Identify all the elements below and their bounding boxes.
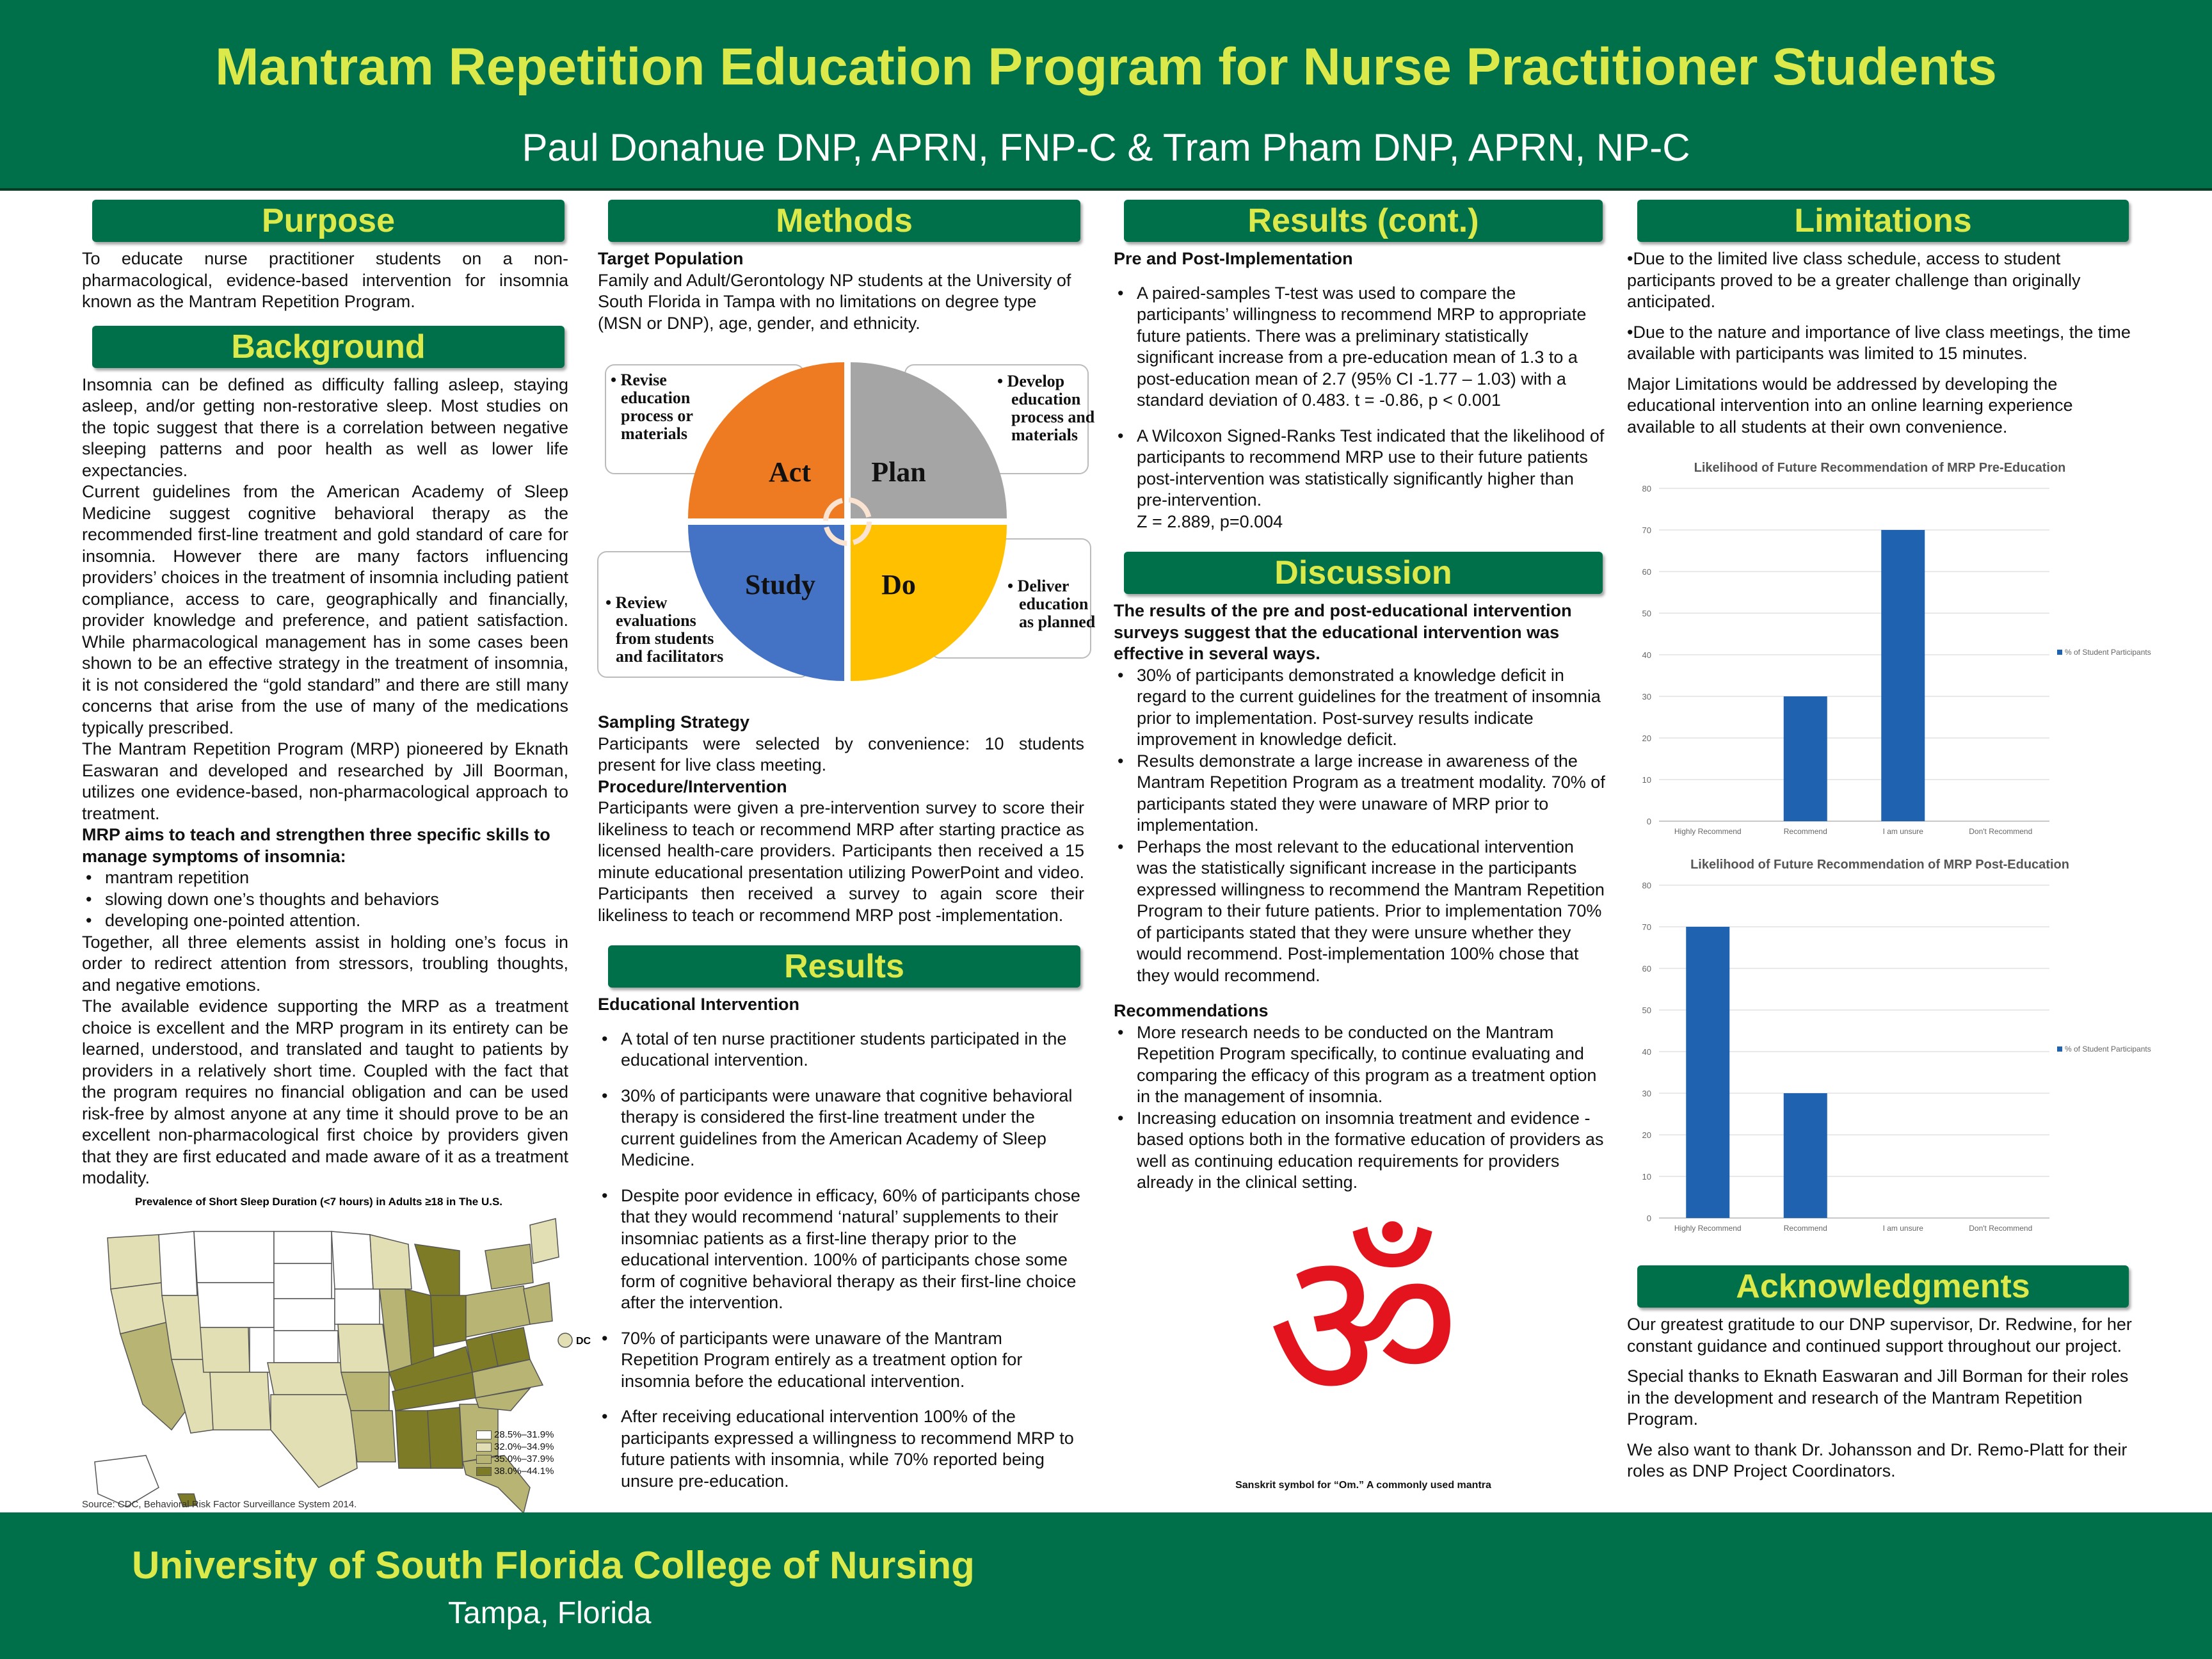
y-tick-label: 80: [1642, 881, 1651, 890]
legend-item: [476, 1429, 554, 1441]
map-region: [268, 1363, 351, 1395]
dc-label: DC: [576, 1335, 591, 1347]
acknowledgments-p1: Our greatest gratitude to our DNP supervisor, Dr. Redwine, for her constant guidance and continued support throughout our project.: [1627, 1315, 2132, 1356]
x-tick-label: Highly Recommend: [1674, 827, 1742, 836]
procedure-title: Procedure/Intervention: [598, 776, 787, 796]
do-label: Do: [881, 569, 916, 600]
act-box-line: education: [621, 389, 691, 407]
recommendations-title: Recommendations: [1114, 1001, 1269, 1020]
x-tick-label: Recommend: [1783, 1224, 1827, 1233]
act-box-line: • Revise: [611, 371, 667, 389]
map-region: [274, 1299, 335, 1331]
skill-item: • mantram repetition: [82, 867, 568, 889]
recommendation-item: • More research needs to be conducted on the Mantram Repetition Program specifically, to continue evaluating and comparing the efficacy of this program as a treatment option in the management of insomnia.: [1114, 1022, 1607, 1108]
legend-swatch: [476, 1455, 492, 1464]
procedure-text: Participants were given a pre-intervention survey to score their likeliness to teach or recommend MRP after starting practice as licensed health-care providers. Participants then received a 15 minute educational presentation utilizing PowerPoint and video. Participants then received a survey to again score their likeliness to teach or recommend MRP post -implementation.: [598, 798, 1084, 925]
map-region: [200, 1327, 250, 1372]
legend-swatch: [2057, 1046, 2062, 1052]
results-subheading: Educational Intervention: [598, 995, 800, 1014]
skill-item: • developing one-pointed attention.: [82, 910, 568, 932]
pre-education-bar-chart: [1627, 476, 2151, 840]
map-region: [428, 1407, 463, 1468]
legend-swatch: [476, 1431, 492, 1439]
x-tick-label: I am unsure: [1882, 1224, 1923, 1233]
plan-box-line: materials: [1011, 426, 1078, 444]
plan-box-line: • Develop: [997, 372, 1065, 390]
map-region: [492, 1327, 530, 1366]
map-region: [530, 1219, 559, 1263]
results-cont-item-text: A Wilcoxon Signed-Ranks Test indicated that the likelihood of participants to recommend MRP use to their future patients post-intervention was statistically significantly higher than pre-intervention.: [1137, 426, 1605, 509]
legend-item: [476, 1465, 554, 1477]
methods-heading: Methods: [608, 200, 1080, 242]
map-region: [271, 1395, 357, 1487]
target-population-title: Target Population: [598, 249, 744, 268]
legend-label: 35.0%–37.9%: [494, 1453, 554, 1464]
results-item: • 30% of participants were unaware that cognitive behavioral therapy is considered the first-line treatment under the current guidelines from the American Academy of Sleep Medicine.: [598, 1086, 1084, 1171]
column-3: [1114, 200, 1607, 1505]
map-region: [415, 1244, 460, 1295]
legend-label: 28.5%–31.9%: [494, 1429, 554, 1440]
sampling-text: Participants were selected by convenience: 10 students present for live class meeting.: [598, 733, 1084, 774]
y-tick-label: 0: [1646, 1214, 1651, 1223]
results-item: • A total of ten nurse practitioner students participated in the educational intervention.: [598, 1029, 1084, 1071]
pdca-cycle-diagram: [598, 353, 1097, 699]
results-item: • After receiving educational intervention 100% of the participants expressed a willingness to recommend MRP to future patients with insomnia, while 70% reported being unsure pre-education.: [598, 1406, 1084, 1492]
study-label: Study: [744, 569, 816, 600]
map-region: [332, 1231, 373, 1289]
target-population-text: Family and Adult/Gerontology NP students at the University of South Florida in Tampa with no limitations on degree type (MSN or DNP), age, gender, and ethnicity.: [598, 270, 1071, 333]
legend-item: [476, 1453, 554, 1465]
y-tick-label: 80: [1642, 484, 1651, 493]
results-cont-subheading: Pre and Post-Implementation: [1114, 249, 1353, 268]
footer-city: Tampa, Florida: [448, 1596, 652, 1630]
legend-swatch: [476, 1467, 492, 1476]
chart-title: Likelihood of Future Recommendation of MRP Pre-Education: [1694, 461, 2066, 475]
x-tick-label: Recommend: [1783, 827, 1827, 836]
column-4: [1627, 200, 2151, 1505]
map-region: [274, 1231, 332, 1263]
y-tick-label: 70: [1642, 525, 1651, 535]
legend-swatch: [476, 1443, 492, 1452]
x-tick-label: Don't Recommend: [1969, 827, 2033, 836]
chart-pre-education: [1627, 461, 2151, 845]
bar: [1881, 530, 1925, 821]
bar: [1784, 696, 1827, 821]
plan-box-line: process and: [1011, 408, 1095, 426]
legend-label: 38.0%–44.1%: [494, 1465, 554, 1477]
results-list: [598, 1029, 1084, 1493]
y-tick-label: 10: [1642, 775, 1651, 785]
background-p5: The available evidence supporting the MRP as a treatment choice is excellent and the MRP program in its entirety can be learned, understood, and translated and taught to patients by providers in a relatively short time. Coupled with the fact that the program requires no financial obligation and can be used risk-free by almost anyone at any time it should prove to be an excellent non-pharmacological first choice by providers given that they are first educated and made aware of it as a treatment modality.: [82, 997, 568, 1187]
do-box-line: • Deliver: [1007, 577, 1070, 595]
map-region: [351, 1411, 396, 1462]
legend-label: % of Student Participants: [2065, 1045, 2151, 1054]
y-tick-label: 40: [1642, 650, 1651, 660]
y-tick-label: 40: [1642, 1047, 1651, 1057]
map-region: [210, 1372, 271, 1430]
poster-header: [0, 0, 2212, 191]
results-cont-heading: Results (cont.): [1124, 200, 1603, 242]
cycle-arrows-icon: [826, 500, 869, 543]
acknowledgments-p2: Special thanks to Eknath Easwaran and Jill Borman for their roles in the development and research of the Mantram Repetition Program.: [1627, 1366, 2129, 1429]
us-sleep-map: [82, 1195, 591, 1516]
map-region: [370, 1235, 412, 1289]
map-region: [194, 1231, 274, 1283]
background-heading: Background: [92, 326, 565, 368]
plan-label: Plan: [871, 456, 926, 488]
bar: [1784, 1093, 1827, 1218]
results-cont-list: [1114, 283, 1607, 533]
map-source: Source: CDC, Behavioral Risk Factor Surveillance System 2014.: [82, 1498, 357, 1510]
limitations-p2: •Due to the nature and importance of live class meetings, the time available with participants was limited to 15 minutes.: [1627, 322, 2131, 363]
do-box-line: as planned: [1019, 613, 1096, 631]
act-box-line: materials: [621, 424, 687, 443]
recommendation-item: • Increasing education on insomnia treatment and evidence -based options both in the formative education of providers as well as continuing education requirements for providers already in the clinical setting.: [1114, 1108, 1607, 1194]
legend-item: [476, 1441, 554, 1453]
footer-university: University of South Florida College of Nursing: [132, 1544, 975, 1587]
discussion-lead: The results of the pre and post-educational intervention surveys suggest that the educational intervention was effective in several ways.: [1114, 601, 1572, 663]
sampling-title: Sampling Strategy: [598, 712, 750, 732]
map-region: [197, 1283, 274, 1327]
om-caption: Sanskrit symbol for “Om.” A commonly used mantra: [1235, 1480, 1491, 1491]
map-legend: [476, 1429, 554, 1477]
discussion-item: • 30% of participants demonstrated a knowledge deficit in regard to the current guidelines for the treatment of insomnia prior to implementation. Post-survey results indicate improvement in knowledge deficit.: [1114, 665, 1607, 751]
discussion-item: • Results demonstrate a large increase in awareness of the Mantram Repetition Program as a treatment modality. 70% of participants stated they were unaware of MRP prior to implementation.: [1114, 751, 1607, 837]
map-region: [485, 1244, 533, 1289]
acknowledgments-heading: Acknowledgments: [1637, 1265, 2129, 1308]
chart-post-education: [1627, 858, 2151, 1242]
act-box-line: process or: [621, 406, 693, 425]
results-cont-item: [1114, 426, 1607, 533]
map-region: [274, 1331, 338, 1363]
x-tick-label: Highly Recommend: [1674, 1224, 1742, 1233]
results-item: • Despite poor evidence in efficacy, 60% of participants chose that they would recommend ‘natural’ supplements to their insomniac patients as a first-line therapy prior to the educational intervention. 100% of participants chose some form of cognitive behavioral therapy as their first-line choice after the intervention.: [598, 1185, 1084, 1314]
bar: [1686, 927, 1729, 1218]
chart-title: Likelihood of Future Recommendation of MRP Post-Education: [1690, 858, 2069, 872]
legend-label: 32.0%–34.9%: [494, 1441, 554, 1452]
acknowledgments-p3: We also want to thank Dr. Johansson and Dr. Remo-Platt for their roles as DNP Project Coordinators.: [1627, 1439, 2128, 1480]
om-figure: [1114, 1203, 1607, 1499]
purpose-heading: Purpose: [92, 200, 565, 242]
map-region: [274, 1263, 332, 1299]
map-region: [108, 1235, 162, 1289]
x-tick-label: Don't Recommend: [1969, 1224, 2033, 1233]
y-tick-label: 30: [1642, 1089, 1651, 1098]
background-p3: The Mantram Repetition Program (MRP) pioneered by Eknath Easwaran and developed and researched by Jill Boorman, utilizes one evidence-based, non-pharmacological approach to treatment.: [82, 739, 568, 823]
y-tick-label: 10: [1642, 1172, 1651, 1182]
plan-box-line: education: [1011, 390, 1081, 408]
poster-title: Mantram Repetition Education Program for Nurse Practitioner Students: [215, 38, 1997, 96]
skills-list: [82, 867, 568, 932]
column-2: [598, 200, 1096, 1505]
column-1: [82, 200, 591, 1510]
discussion-heading: Discussion: [1124, 552, 1603, 594]
limitations-p1: •Due to the limited live class schedule, access to student participants proved to be a greater challenge than originally anticipated.: [1627, 249, 2081, 311]
y-tick-label: 50: [1642, 1006, 1651, 1015]
map-region: [335, 1289, 380, 1324]
study-box-line: evaluations: [616, 611, 696, 630]
study-box-line: and facilitators: [616, 647, 724, 666]
recommendations-list: [1114, 1022, 1607, 1194]
background-skills-intro: MRP aims to teach and strengthen three specific skills to manage symptoms of insomnia:: [82, 825, 550, 866]
y-tick-label: 20: [1642, 1130, 1651, 1140]
background-p1: Insomnia can be defined as difficulty falling asleep, staying asleep, and/or getting non-restorative sleep. Most studies on the topic suggest that there is a correlation between negative sleeping patterns and poor health as well as lower life expectancies.: [82, 374, 568, 480]
y-tick-label: 70: [1642, 922, 1651, 932]
y-tick-label: 50: [1642, 609, 1651, 618]
dc-marker: [558, 1333, 572, 1347]
map-region: [159, 1231, 197, 1295]
x-tick-label: I am unsure: [1882, 827, 1923, 836]
skill-item: • slowing down one’s thoughts and behaviors: [82, 889, 568, 911]
map-region: [431, 1295, 466, 1347]
study-box-line: from students: [616, 629, 714, 648]
map-region: [338, 1324, 389, 1372]
discussion-list: [1114, 665, 1607, 987]
y-tick-label: 60: [1642, 567, 1651, 577]
limitations-p3: Major Limitations would be addressed by developing the educational intervention into an online learning experience available to all students at their own convenience.: [1627, 374, 2073, 437]
y-tick-label: 60: [1642, 964, 1651, 974]
post-education-bar-chart: [1627, 872, 2151, 1237]
om-symbol-icon: ॐ: [1267, 1203, 1460, 1449]
background-p2: Current guidelines from the American Academy of Sleep Medicine suggest cognitive behavioral therapy as the recommended first-line treatment and gold standard of care for insomnia. However there are many factors influencing providers’ choices in the treatment of insomnia including patient compliance, access to care, geographically and financially, provider knowledge and preference, and patient satisfaction. While pharmacological management has in some cases been shown to be an effective strategy in the treatment of insomnia, it is not considered the “gold standard” and there are still many concerns that arise from the use of many of the medications typically prescribed.: [82, 482, 568, 737]
purpose-text: To educate nurse practitioner students on a non-pharmacological, evidence-based intervention for insomnia known as the Mantram Repetition Program.: [82, 249, 568, 311]
poster-authors: Paul Donahue DNP, APRN, FNP-C & Tram Pham DNP, APRN, NP-C: [522, 126, 1690, 169]
discussion-item: • Perhaps the most relevant to the educational intervention was the statistically significant increase in the participants expressed willingness to recommend the Mantram Repetition Program to their future patients. Prior to implementation 70% of participants stated that they were unsure whether they would recommend. Post-implementation 100% chose that they would recommend.: [1114, 837, 1607, 987]
results-cont-stat: Z = 2.889, p=0.004: [1137, 511, 1283, 531]
poster-footer: [0, 1512, 2212, 1659]
legend-label: % of Student Participants: [2065, 648, 2151, 657]
study-box-line: • Review: [605, 593, 668, 612]
background-p4: Together, all three elements assist in holding one’s focus in order to redirect attention from stressors, troubling thoughts, and negative emotions.: [82, 932, 568, 995]
results-cont-item: • A paired-samples T-test was used to compare the participants’ willingness to recommend MRP to appropriate future patients. There was a preliminary statistically significant increase from a pre-education mean of 1.3 to a post-education mean of 2.7 (95% CI -1.77 – 1.03) with a standard deviation of 0.483. t = -0.86, p < 0.001: [1114, 283, 1607, 412]
legend-swatch: [2057, 650, 2062, 655]
map-region: [396, 1411, 431, 1468]
y-tick-label: 30: [1642, 692, 1651, 701]
results-heading: Results: [608, 945, 1080, 988]
results-item: • 70% of participants were unaware of the Mantram Repetition Program entirely as a treatment option for insomnia before the educational intervention.: [598, 1328, 1084, 1393]
act-label: Act: [769, 456, 811, 488]
map-title: Prevalence of Short Sleep Duration (<7 hours) in Adults ≥18 in The U.S.: [134, 1195, 503, 1208]
y-tick-label: 0: [1646, 817, 1651, 826]
limitations-heading: Limitations: [1637, 200, 2129, 242]
y-tick-label: 20: [1642, 733, 1651, 743]
do-box-line: education: [1019, 595, 1089, 613]
